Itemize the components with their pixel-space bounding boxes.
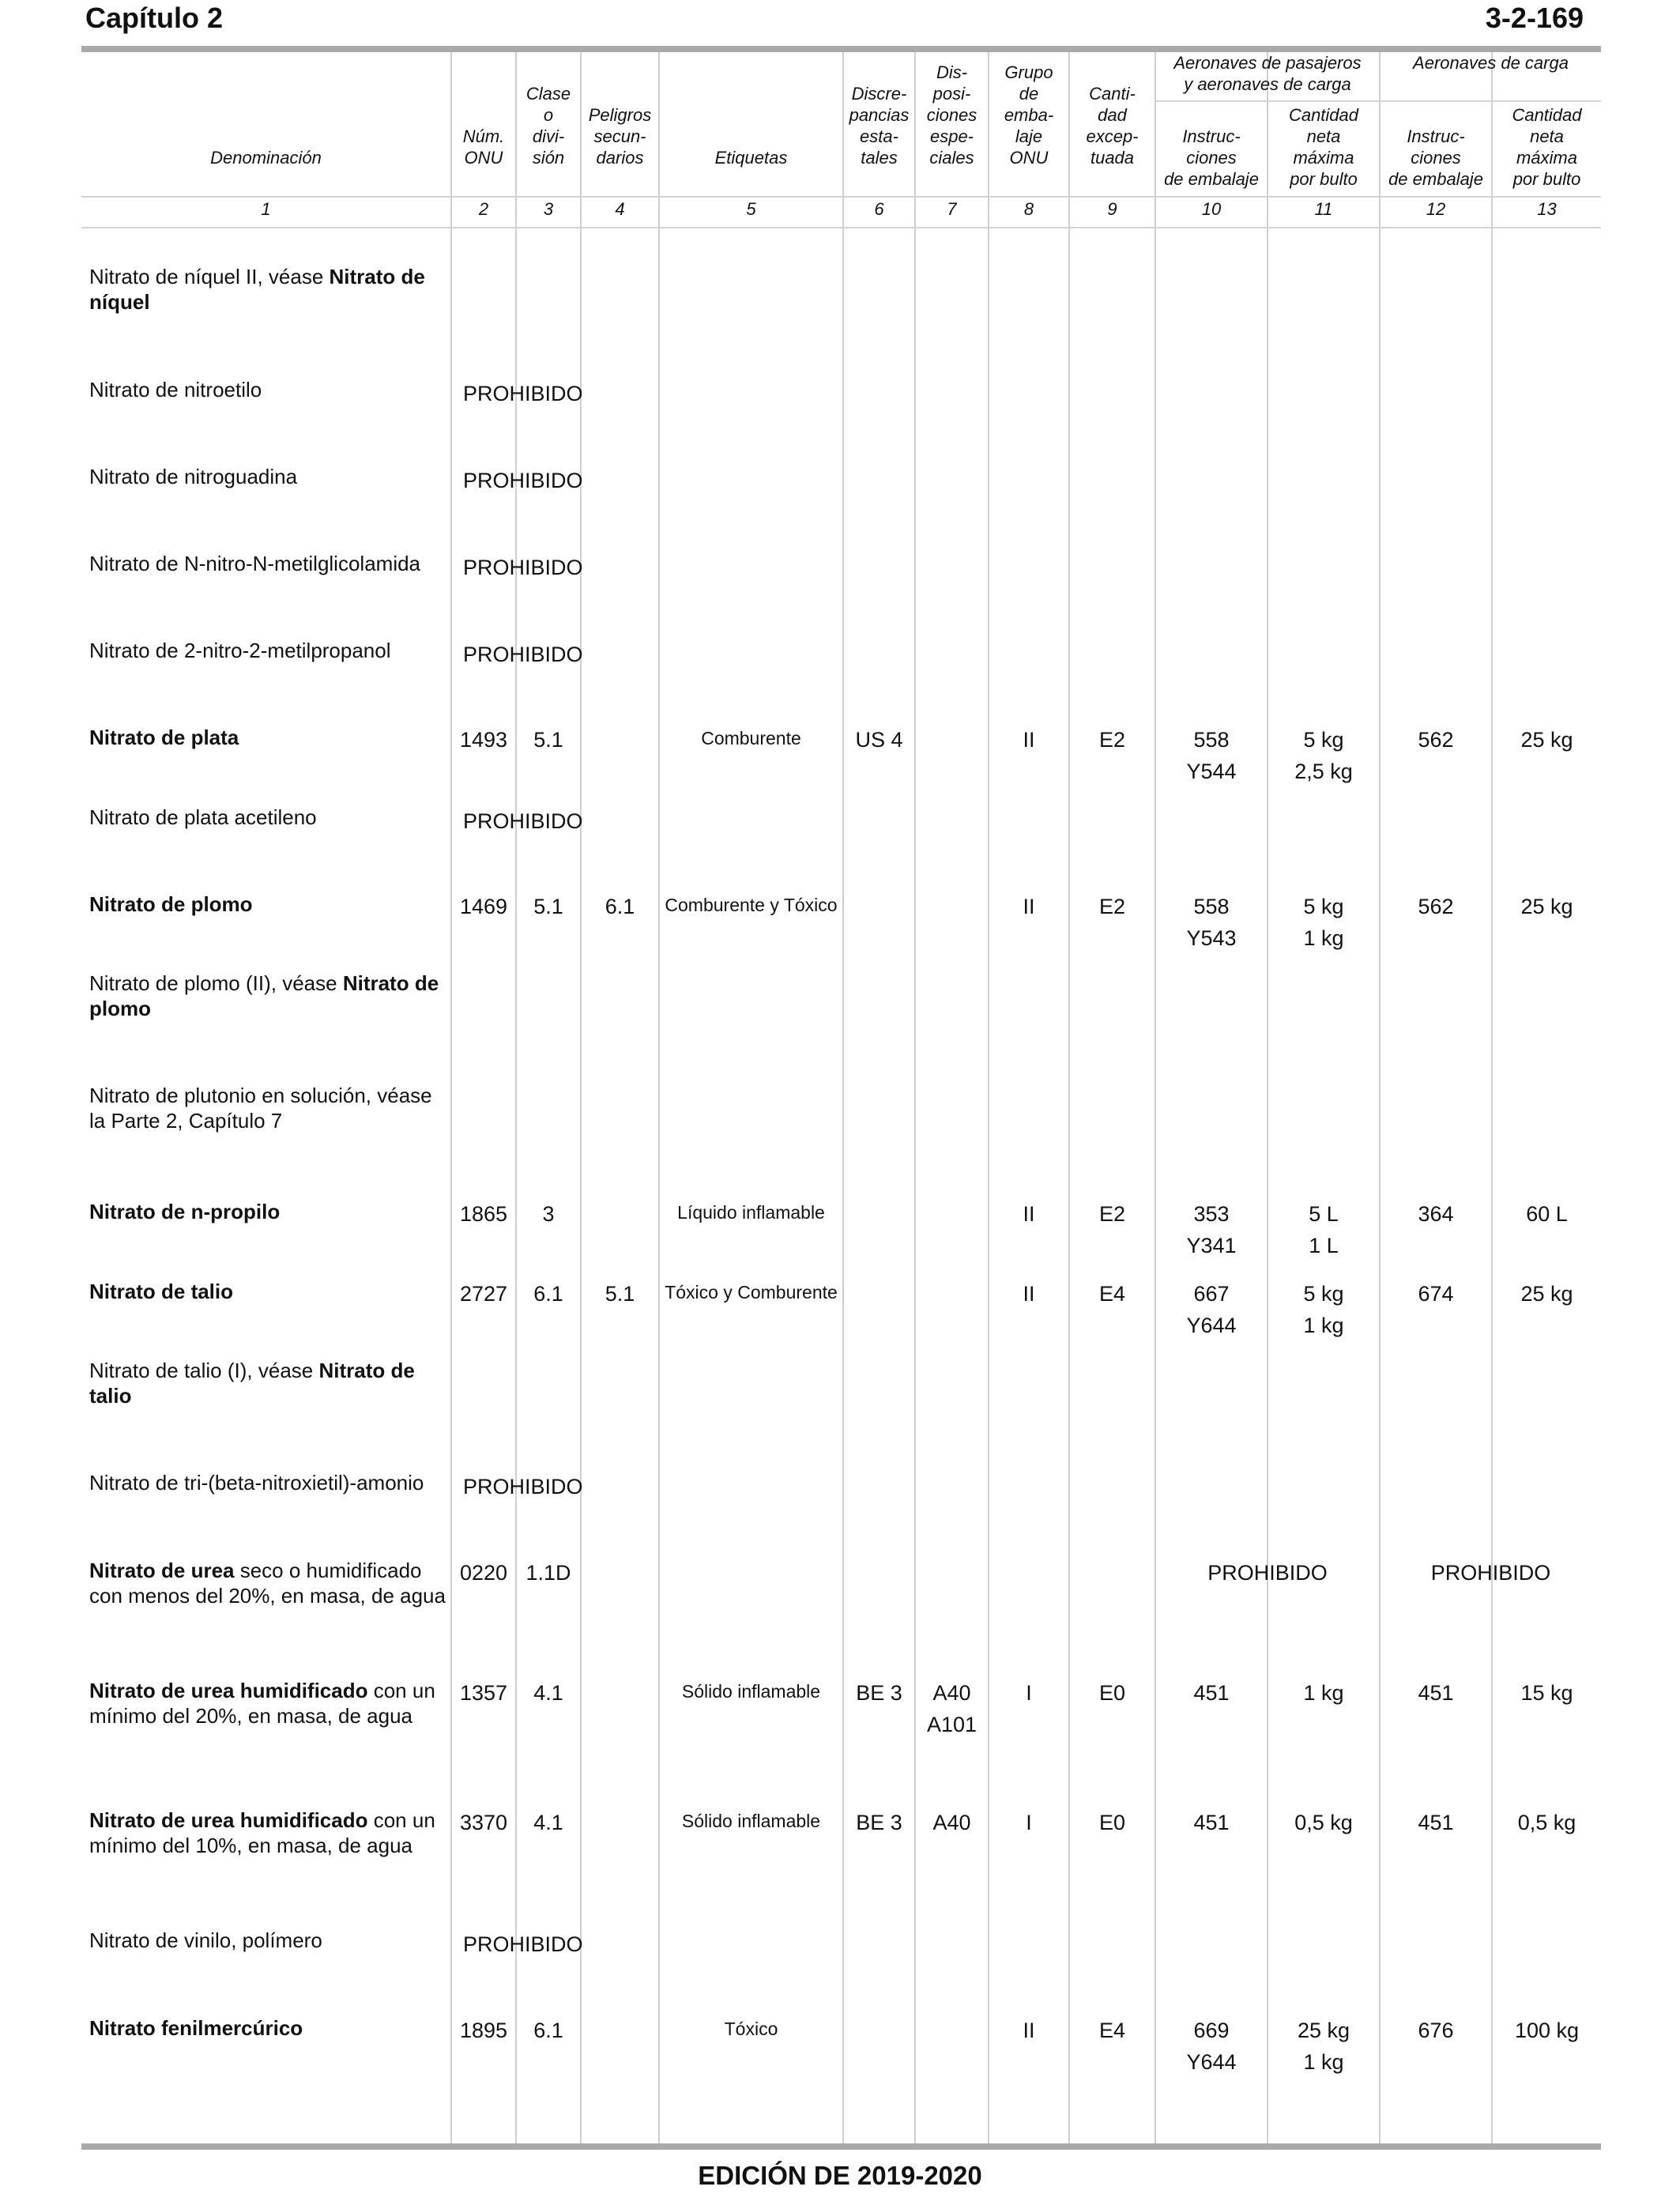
excepted-quantity: E2 bbox=[1098, 728, 1126, 752]
packing-instruction-cargo: 364 bbox=[1418, 1202, 1454, 1226]
row-name: Nitrato de talio (I), véase Nitrato de talio bbox=[89, 1359, 415, 1408]
column-number: 8 bbox=[1023, 199, 1034, 219]
header-peligros: Peligros secun- darios bbox=[588, 105, 652, 168]
subsidiary-hazard: 6.1 bbox=[605, 895, 635, 918]
header-pasajeros-group: Aeronaves de pasajeros y aeronaves de carga bbox=[1173, 53, 1362, 94]
header-cantidad-cargo: Cantidad neta máxima por bulto bbox=[1512, 105, 1582, 189]
labels: Comburente y Tóxico bbox=[665, 895, 838, 915]
state-variations: BE 3 bbox=[856, 1811, 902, 1834]
header-num-onu: Núm. ONU bbox=[462, 126, 505, 168]
packing-instruction-cargo: 674 bbox=[1418, 1282, 1454, 1306]
excepted-quantity: E0 bbox=[1098, 1681, 1126, 1705]
row-name: Nitrato de urea seco o humidificado con menos del 20%, en masa, de agua bbox=[89, 1559, 446, 1608]
labels: Tóxico y Comburente bbox=[665, 1282, 838, 1302]
column-number: 10 bbox=[1201, 199, 1222, 219]
max-quantity-pax: 5 kg 2,5 kg bbox=[1294, 728, 1353, 783]
top-rule bbox=[81, 46, 1601, 52]
header-instrucciones-cargo: Instruc- ciones de embalaje bbox=[1388, 126, 1483, 189]
prohibited-label: PROHIBIDO bbox=[463, 469, 583, 492]
packing-instruction-pax: 558 Y544 bbox=[1186, 728, 1237, 783]
column-number: 11 bbox=[1314, 199, 1333, 219]
column-number-divider bbox=[81, 227, 1601, 228]
packing-instruction-cargo: 451 bbox=[1418, 1811, 1454, 1834]
packing-instruction-pax: 451 bbox=[1193, 1681, 1230, 1705]
column-number: 4 bbox=[615, 199, 625, 219]
row-name: Nitrato de plomo bbox=[89, 892, 253, 916]
packing-instruction-pax: 451 bbox=[1193, 1811, 1230, 1834]
state-variations: US 4 bbox=[855, 728, 903, 752]
header-discrepancias: Discre- pancias esta- tales bbox=[849, 84, 910, 168]
excepted-quantity: E2 bbox=[1098, 895, 1126, 918]
header-carga-group: Aeronaves de carga bbox=[1413, 53, 1569, 73]
max-quantity-cargo: 0,5 kg bbox=[1517, 1811, 1576, 1834]
special-provisions: A40 bbox=[932, 1811, 971, 1834]
column-number: 9 bbox=[1107, 199, 1117, 219]
packing-instruction-cargo: 562 bbox=[1418, 895, 1454, 918]
class-division: 3 bbox=[542, 1202, 555, 1226]
labels: Sólido inflamable bbox=[681, 1811, 821, 1831]
row-name: Nitrato de plata acetileno bbox=[89, 805, 317, 829]
max-quantity-cargo: 25 kg bbox=[1520, 1282, 1573, 1306]
excepted-quantity: E4 bbox=[1098, 2019, 1126, 2042]
class-division: 5.1 bbox=[533, 728, 563, 752]
packing-instruction-pax: 353 Y341 bbox=[1186, 1202, 1237, 1257]
column-divider bbox=[580, 52, 582, 2143]
max-quantity-pax: 1 kg bbox=[1303, 1681, 1344, 1705]
max-quantity-cargo: 60 L bbox=[1526, 1202, 1568, 1226]
class-division: 6.1 bbox=[533, 1282, 563, 1306]
column-number: 13 bbox=[1537, 199, 1557, 219]
class-division: 4.1 bbox=[533, 1681, 563, 1705]
prohibited-label: PROHIBIDO bbox=[463, 809, 583, 833]
prohibited-label: PROHIBIDO bbox=[463, 382, 583, 405]
prohibited-label: PROHIBIDO bbox=[463, 1932, 583, 1956]
edition-footer: EDICIÓN DE 2019-2020 bbox=[698, 2161, 982, 2190]
row-name: Nitrato de vinilo, polímero bbox=[89, 1928, 322, 1952]
prohibited-pax: PROHIBIDO bbox=[1207, 1561, 1328, 1585]
max-quantity-pax: 5 kg 1 kg bbox=[1303, 895, 1344, 950]
column-number: 6 bbox=[874, 199, 884, 219]
packing-instruction-cargo: 676 bbox=[1418, 2019, 1454, 2042]
header-etiquetas: Etiquetas bbox=[714, 148, 788, 168]
packing-group: I bbox=[1026, 1681, 1032, 1705]
class-division: 6.1 bbox=[533, 2019, 563, 2042]
column-number: 2 bbox=[478, 199, 489, 219]
group-header-divider bbox=[1155, 100, 1601, 102]
class-division: 4.1 bbox=[533, 1811, 563, 1834]
max-quantity-cargo: 100 kg bbox=[1514, 2019, 1580, 2042]
prohibited-label: PROHIBIDO bbox=[463, 643, 583, 666]
row-name: Nitrato de N-nitro-N-metilglicolamida bbox=[89, 552, 421, 575]
prohibited-label: PROHIBIDO bbox=[463, 1475, 583, 1498]
column-number: 1 bbox=[261, 199, 271, 219]
header-clase: Clase o divi- sión bbox=[525, 84, 571, 168]
chapter-title: Capítulo 2 bbox=[85, 2, 224, 34]
row-name: Nitrato de talio bbox=[89, 1280, 234, 1303]
row-name: Nitrato de plomo (II), véase Nitrato de plomo bbox=[89, 971, 439, 1020]
row-name: Nitrato de plata bbox=[89, 726, 239, 749]
bottom-rule bbox=[81, 2143, 1601, 2150]
un-number: 3370 bbox=[459, 1811, 508, 1834]
page-number: 3-2-169 bbox=[1485, 2, 1584, 34]
column-number: 7 bbox=[947, 199, 957, 219]
labels: Comburente bbox=[701, 728, 801, 748]
un-number: 0220 bbox=[459, 1561, 508, 1585]
packing-instruction-pax: 667 Y644 bbox=[1186, 1282, 1237, 1337]
header-cantidad-exceptuada: Canti- dad excep- tuada bbox=[1086, 84, 1139, 168]
prohibited-cargo: PROHIBIDO bbox=[1430, 1561, 1551, 1585]
header-cantidad-pax: Cantidad neta máxima por bulto bbox=[1288, 105, 1359, 189]
packing-instruction-pax: 669 Y644 bbox=[1186, 2019, 1237, 2074]
row-name: Nitrato de urea humidificado con un mínimo del 20%, en masa, de agua bbox=[89, 1679, 435, 1728]
max-quantity-pax: 5 kg 1 kg bbox=[1303, 1282, 1344, 1337]
header-grupo: Grupo de emba- laje ONU bbox=[1004, 62, 1054, 168]
subsidiary-hazard: 5.1 bbox=[605, 1282, 635, 1306]
max-quantity-pax: 25 kg 1 kg bbox=[1297, 2019, 1350, 2074]
max-quantity-pax: 5 L 1 L bbox=[1309, 1202, 1339, 1257]
header-instrucciones-pax: Instruc- ciones de embalaje bbox=[1164, 126, 1259, 189]
packing-group: II bbox=[1023, 1282, 1035, 1306]
labels: Tóxico bbox=[724, 2019, 778, 2039]
excepted-quantity: E2 bbox=[1098, 1202, 1126, 1226]
row-name: Nitrato de nitroguadina bbox=[89, 465, 298, 488]
special-provisions: A40 A101 bbox=[926, 1681, 977, 1736]
un-number: 1493 bbox=[459, 728, 508, 752]
class-division: 1.1D bbox=[525, 1561, 571, 1585]
packing-instruction-cargo: 451 bbox=[1418, 1681, 1454, 1705]
max-quantity-cargo: 25 kg bbox=[1520, 728, 1573, 752]
column-number: 3 bbox=[543, 199, 554, 219]
column-number: 12 bbox=[1426, 199, 1446, 219]
packing-instruction-cargo: 562 bbox=[1418, 728, 1454, 752]
un-number: 1895 bbox=[459, 2019, 508, 2042]
state-variations: BE 3 bbox=[856, 1681, 902, 1705]
header-divider bbox=[81, 196, 1601, 198]
un-number: 1357 bbox=[459, 1681, 508, 1705]
packing-group: II bbox=[1023, 2019, 1035, 2042]
excepted-quantity: E0 bbox=[1098, 1811, 1126, 1834]
packing-instruction-pax: 558 Y543 bbox=[1186, 895, 1237, 950]
excepted-quantity: E4 bbox=[1098, 1282, 1126, 1306]
column-number: 5 bbox=[746, 199, 756, 219]
max-quantity-cargo: 25 kg bbox=[1520, 895, 1573, 918]
max-quantity-cargo: 15 kg bbox=[1520, 1681, 1573, 1705]
packing-group: II bbox=[1023, 728, 1035, 752]
row-name: Nitrato de n-propilo bbox=[89, 1200, 281, 1223]
packing-group: II bbox=[1023, 1202, 1035, 1226]
row-name: Nitrato de 2-nitro-2-metilpropanol bbox=[89, 639, 391, 662]
prohibited-label: PROHIBIDO bbox=[463, 556, 583, 579]
row-name: Nitrato de plutonio en solución, véase la Parte 2, Capítulo 7 bbox=[89, 1084, 432, 1133]
labels: Sólido inflamable bbox=[681, 1681, 821, 1702]
class-division: 5.1 bbox=[533, 895, 563, 918]
un-number: 1469 bbox=[459, 895, 508, 918]
header-disposiciones: Dis- posi- ciones espe- ciales bbox=[926, 62, 977, 168]
packing-group: I bbox=[1026, 1811, 1032, 1834]
packing-group: II bbox=[1023, 895, 1035, 918]
row-name: Nitrato de tri-(beta-nitroxietil)-amonio bbox=[89, 1471, 424, 1495]
row-name: Nitrato de níquel II, véase Nitrato de níquel bbox=[89, 265, 425, 314]
un-number: 2727 bbox=[459, 1282, 508, 1306]
row-name: Nitrato de urea humidificado con un mínimo del 10%, en masa, de agua bbox=[89, 1808, 435, 1857]
max-quantity-pax: 0,5 kg bbox=[1294, 1811, 1353, 1834]
header-denominacion: Denominación bbox=[210, 148, 322, 168]
row-name: Nitrato de nitroetilo bbox=[89, 378, 262, 401]
un-number: 1865 bbox=[459, 1202, 508, 1226]
row-name: Nitrato fenilmercúrico bbox=[89, 2016, 303, 2040]
labels: Líquido inflamable bbox=[677, 1202, 825, 1223]
